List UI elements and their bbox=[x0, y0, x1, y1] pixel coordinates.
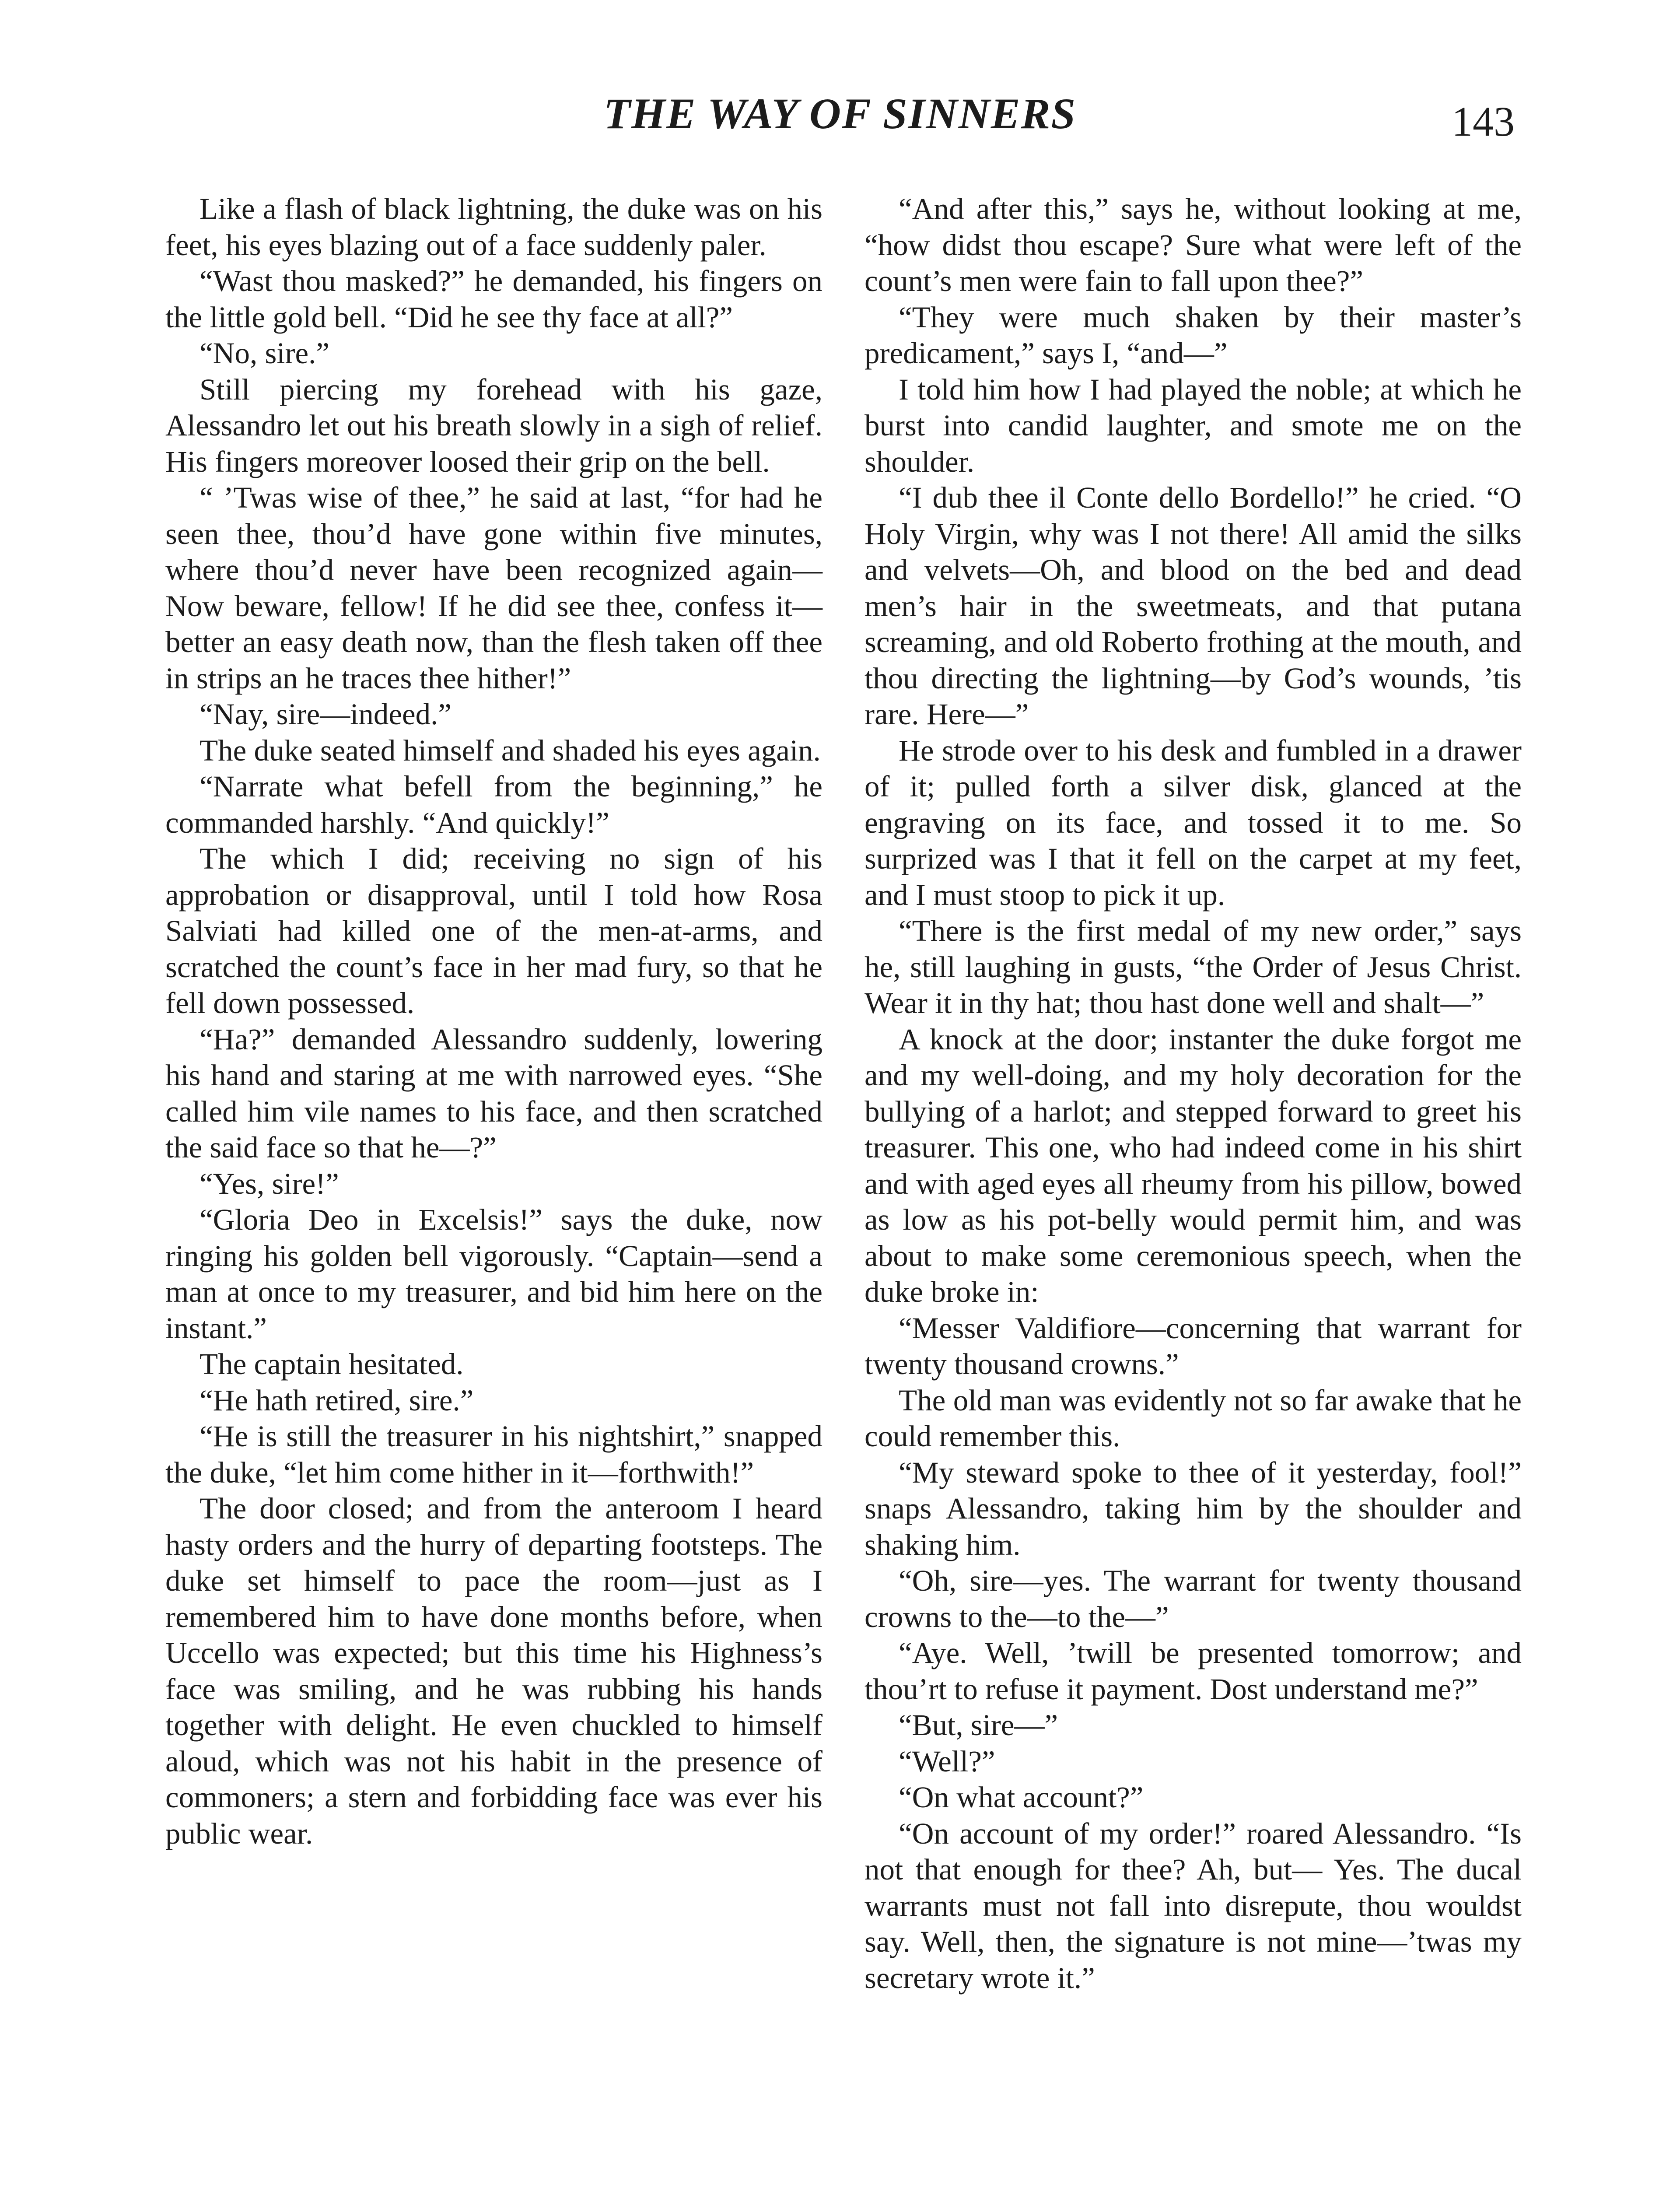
paragraph: Like a flash of black lightning, the duke was on his feet, his eyes blazing out of a face suddenly paler. bbox=[165, 192, 822, 262]
paragraph: I told him how I had played the noble; at which he burst into candid laughter, and smote me on the shoulder. bbox=[864, 372, 1522, 478]
paragraph: “ ’Twas wise of thee,” he said at last, “for had he seen thee, thou’d have gone within five minutes, where thou’d never have been recognized again— Now beware, fellow! If he did see thee, confess it—better an easy death now, than the flesh taken off thee in strips an he traces thee hither!” bbox=[165, 481, 822, 695]
paragraph: The duke seated himself and shaded his eyes again. bbox=[200, 733, 821, 767]
paragraph: “But, sire—” bbox=[899, 1708, 1058, 1742]
paragraph: “There is the first medal of my new order,” says he, still laughing in gusts, “the Order of Jesus Christ. Wear it in thy hat; thou hast done well and shalt—” bbox=[864, 914, 1522, 1020]
paragraph: “Yes, sire!” bbox=[200, 1167, 339, 1200]
paragraph: “Gloria Deo in Excelsis!” says the duke, now ringing his golden bell vigorously. “Captain—send a man at once to my treasurer, and bid him here on the instant.” bbox=[165, 1203, 822, 1345]
paragraph: “Messer Valdifiore—concerning that warrant for twenty thousand crowns.” bbox=[864, 1311, 1522, 1381]
paragraph: “And after this,” says he, without looking at me, “how didst thou escape? Sure what were left of the count’s men were fain to fall upon thee?” bbox=[864, 192, 1522, 298]
paragraph: “On what account?” bbox=[899, 1781, 1144, 1814]
paragraph: “I dub thee il Conte dello Bordello!” he cried. “O Holy Virgin, why was I not there! All amid the silks and velvets—Oh, and blood on the bed and dead men’s hair in the sweetmeats, and that putana screaming, and old Roberto frothing at the mouth, and thou directing the lightning—by God’s wounds, ’tis rare. Here—” bbox=[864, 481, 1522, 731]
paragraph: “Aye. Well, ’twill be presented tomorrow; and thou’rt to refuse it payment. Dost understand me?” bbox=[864, 1636, 1522, 1706]
paragraph: “He hath retired, sire.” bbox=[200, 1383, 474, 1417]
paragraph: “Wast thou masked?” he demanded, his fingers on the little gold bell. “Did he see thy face at all?” bbox=[165, 264, 822, 334]
paragraph: He strode over to his desk and fumbled in a drawer of it; pulled forth a silver disk, glanced at the engraving on its face, and tossed it to me. So surprized was I that it fell on the carpet at my feet, and I must stoop to pick it up. bbox=[864, 733, 1522, 912]
page-number: 143 bbox=[1452, 98, 1515, 145]
paragraph: “He is still the treasurer in his nightshirt,” snapped the duke, “let him come hither in it—forthwith!” bbox=[165, 1420, 822, 1489]
paragraph: “My steward spoke to thee of it yesterday, fool!” snaps Alessandro, taking him by the shoulder and shaking him. bbox=[864, 1455, 1522, 1561]
left-column bbox=[165, 191, 822, 1851]
paragraph: The door closed; and from the anteroom I heard hasty orders and the hurry of departing footsteps. The duke set himself to pace the room—just as I remembered him to have done months before, when Uccello was expected; but this time his Highness’s face was smiling, and he was rubbing his hands together with delight. He even chuckled to himself aloud, which was not his habit in the presence of commoners; a stern and forbidding face was ever his public wear. bbox=[165, 1492, 822, 1850]
paragraph: Still piercing my forehead with his gaze, Alessandro let out his breath slowly in a sigh of relief. His fingers moreover loosed their grip on the bell. bbox=[165, 372, 822, 478]
paragraph: “Well?” bbox=[899, 1744, 995, 1778]
paragraph: “They were much shaken by their master’s predicament,” says I, “and—” bbox=[864, 300, 1522, 370]
right-column bbox=[864, 191, 1522, 1996]
paragraph: The which I did; receiving no sign of his approbation or disapproval, until I told how Rosa Salviati had killed one of the men-at-arms, and scratched the count’s face in her mad fury, so that he fell down possessed. bbox=[165, 842, 822, 1020]
paragraph: “Oh, sire—yes. The warrant for twenty thousand crowns to the—to the—” bbox=[864, 1564, 1522, 1634]
paragraph: “No, sire.” bbox=[200, 337, 329, 370]
paragraph: “On account of my order!” roared Alessandro. “Is not that enough for thee? Ah, but— Yes. The ducal warrants must not fall into disrepute, thou wouldst say. Well, then, the signature is not mine—’twas my secretary wrote it.” bbox=[864, 1816, 1522, 1995]
paragraph: “Nay, sire—indeed.” bbox=[200, 698, 452, 731]
paragraph: The old man was evidently not so far awake that he could remember this. bbox=[864, 1383, 1522, 1453]
paragraph: The captain hesitated. bbox=[200, 1347, 464, 1381]
paragraph: A knock at the door; instanter the duke forgot me and my well-doing, and my holy decoration for the bullying of a harlot; and stepped forward to greet his treasurer. This one, who had indeed come in his shirt and with aged eyes all rheumy from his pillow, bowed as low as his pot-belly would permit him, and was about to make some ceremonious speech, when the duke broke in: bbox=[864, 1022, 1522, 1308]
paragraph: “Ha?” demanded Alessandro suddenly, lowering his hand and staring at me with narrowed eyes. “She called him vile names to his face, and then scratched the said face so that he—?” bbox=[165, 1022, 822, 1164]
paragraph: “Narrate what befell from the beginning,” he commanded harshly. “And quickly!” bbox=[165, 770, 822, 839]
page-title: THE WAY OF SINNERS bbox=[604, 89, 1076, 138]
